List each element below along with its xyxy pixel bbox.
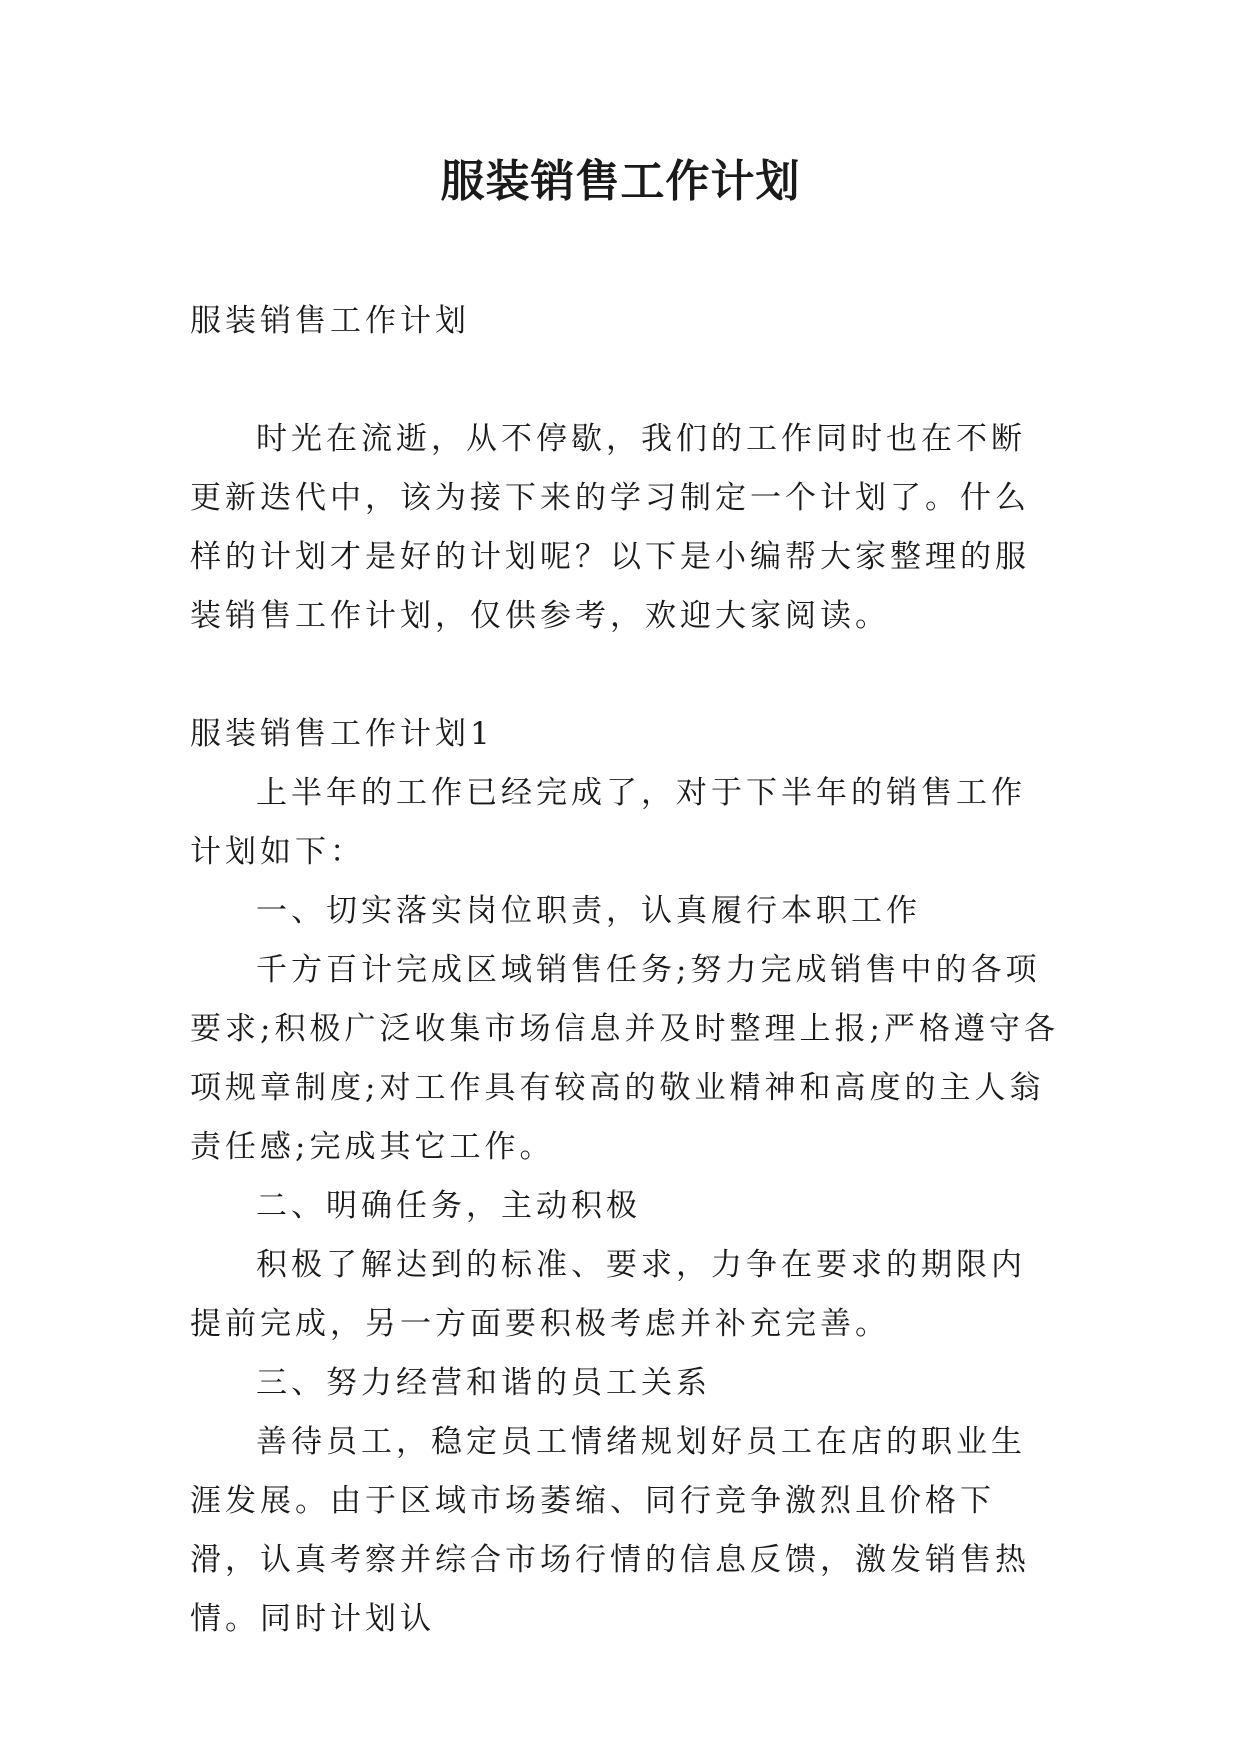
item-body-2: 积极了解达到的标准、要求，力争在要求的期限内提前完成，另一方面要积极考虑并补充完善。 <box>190 1247 1026 1342</box>
document-subtitle: 服装销售工作计划 <box>190 303 470 339</box>
item-body-3: 善待员工，稳定员工情绪规划好员工在店的职业生涯发展。由于区域市场萎缩、同行竞争激烈且价格下滑，认真考察并综合市场行情的信息反馈，激发销售热情。同时计划认 <box>190 1424 1030 1637</box>
item-heading-2: 二、明确任务，主动积极 <box>256 1188 641 1224</box>
intro-paragraph: 时光在流逝，从不停歇，我们的工作同时也在不断更新迭代中，该为接下来的学习制定一个计划了。什么样的计划才是好的计划呢？以下是小编帮大家整理的服装销售工作计划，仅供参考，欢迎大家阅读。 <box>190 421 1030 634</box>
document-title: 服装销售工作计划 <box>440 156 801 207</box>
item-heading-3: 三、努力经营和谐的员工关系 <box>256 1365 711 1401</box>
section-intro-paragraph: 上半年的工作已经完成了，对于下半年的销售工作计划如下： <box>190 775 1026 870</box>
document-body <box>190 292 1060 1649</box>
item-heading-1: 一、切实落实岗位职责，认真履行本职工作 <box>256 893 921 929</box>
item-body-1: 千方百计完成区域销售任务;努力完成销售中的各项要求;积极广泛收集市场信息并及时整理上报;严格遵守各项规章制度;对工作具有较高的敬业精神和高度的主人翁责任感;完成其它工作。 <box>190 952 1059 1165</box>
section-heading: 服装销售工作计划1 <box>190 716 494 752</box>
